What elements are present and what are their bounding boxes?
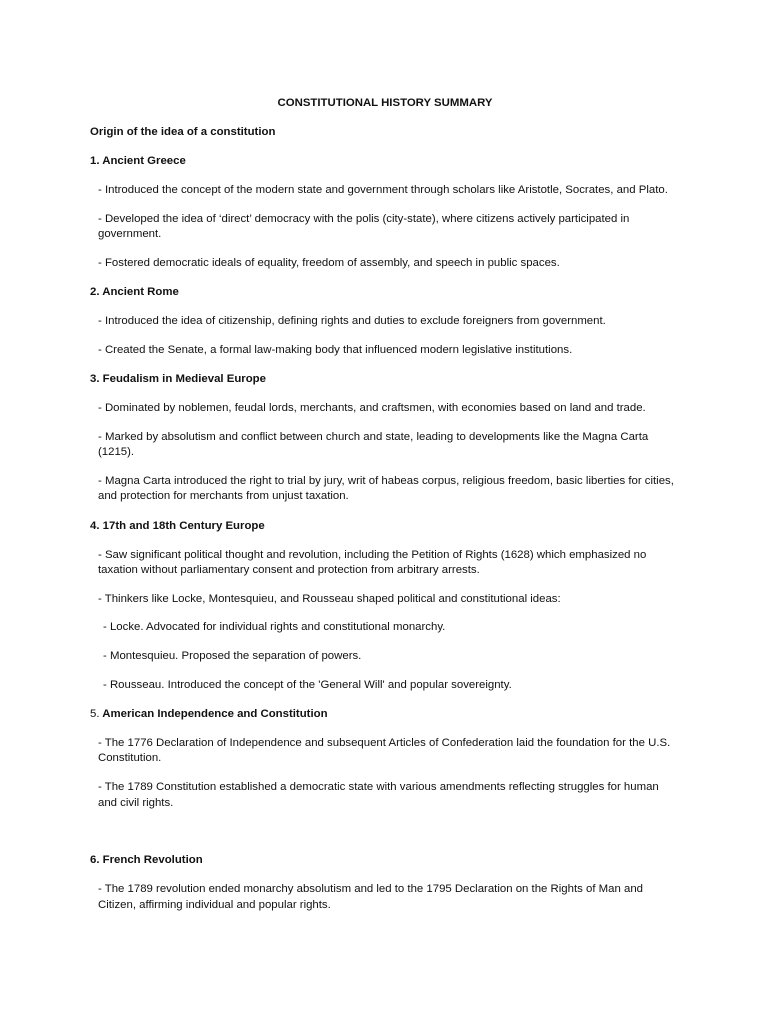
list-item: - Thinkers like Locke, Montesquieu, and Rousseau shaped political and constitutional ideas: (98, 592, 561, 605)
section-heading-text: American Independence and Constitution (102, 707, 328, 720)
section-heading-ancient-greece: 1. Ancient Greece (90, 155, 186, 168)
section-heading-ancient-rome: 2. Ancient Rome (90, 286, 179, 299)
list-item: - Introduced the idea of citizenship, defining rights and duties to exclude foreigners from government. (98, 315, 606, 328)
list-item: - Created the Senate, a formal law-making body that influenced modern legislative institutions. (98, 343, 573, 356)
list-item: - The 1789 Constitution established a democratic state with various amendments reflecting struggles for human and civil rights. (98, 780, 659, 809)
list-item: - Marked by absolutism and conflict between church and state, leading to developments like the Magna Carta (1215). (98, 430, 649, 459)
document-title: CONSTITUTIONAL HISTORY SUMMARY (277, 97, 493, 109)
intro-heading: Origin of the idea of a constitution (90, 126, 276, 139)
section-heading-american-independence (90, 707, 680, 723)
list-item: - Fostered democratic ideals of equality, freedom of assembly, and speech in public spaces. (98, 257, 560, 270)
sub-list-item: - Montesquieu. Proposed the separation of powers. (103, 649, 362, 662)
list-item: - Introduced the concept of the modern state and government through scholars like Aristotle, Socrates, and Plato. (98, 184, 668, 197)
section-heading-17th-18th-century: 4. 17th and 18th Century Europe (90, 519, 265, 532)
list-item: - Saw significant political thought and revolution, including the Petition of Rights (1628) which emphasized no taxation without parliamentary consent and protection from arbitrary arrests. (98, 548, 647, 577)
sub-list-item: - Rousseau. Introduced the concept of the 'General Will' and popular sovereignty. (103, 678, 512, 691)
list-item: - The 1776 Declaration of Independence and subsequent Articles of Confederation laid the foundation for the U.S. Constitution. (98, 736, 671, 765)
sub-list-item: - Locke. Advocated for individual rights and constitutional monarchy. (103, 621, 446, 634)
list-item: - Magna Carta introduced the right to trial by jury, writ of habeas corpus, religious freedom, basic liberties for cities, and protection for merchants from unjust taxation. (98, 474, 674, 503)
section-heading-french-revolution: 6. French Revolution (90, 854, 203, 867)
section-heading-feudalism: 3. Feudalism in Medieval Europe (90, 372, 266, 385)
list-item: - Developed the idea of ‘direct’ democracy with the polis (city-state), where citizens actively participated in government. (98, 212, 630, 241)
document-page (90, 96, 680, 913)
list-item: - The 1789 revolution ended monarchy absolutism and led to the 1795 Declaration on the Rights of Man and Citizen, affirming individual and popular rights. (98, 883, 643, 911)
list-item: - Dominated by noblemen, feudal lords, merchants, and craftsmen, with economies based on land and trade. (98, 402, 646, 415)
section-number: 5. (90, 707, 100, 720)
